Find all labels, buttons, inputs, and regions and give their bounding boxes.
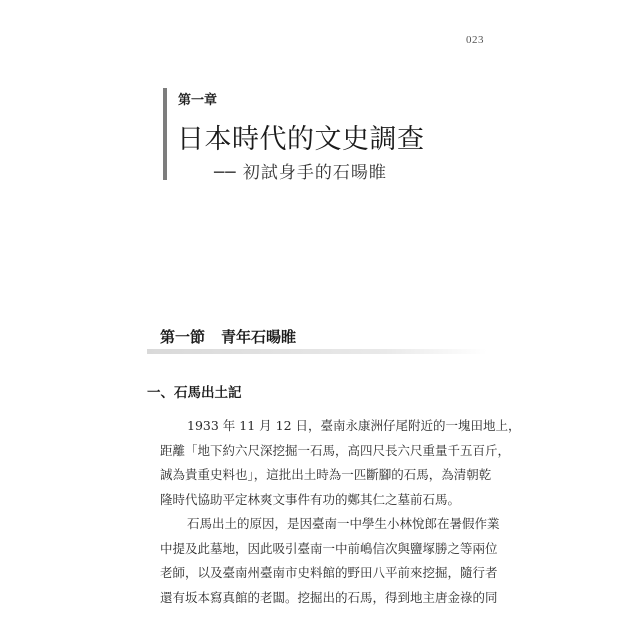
body-line: 老師，以及臺南州臺南市史料館的野田八平前來挖掘，隨行者 [160,565,498,580]
chapter-title: 日本時代的文史調查 [177,124,425,155]
section-name: 青年石暘睢 [221,328,297,346]
body-line: 隆時代協助平定林爽文事件有功的鄭其仁之墓前石馬。 [160,491,461,507]
chapter-label: 第一章 [178,93,218,108]
body-line: 中提及此墓地，因此吸引臺南一中前嶋信次與鹽塚勝之等兩位 [160,540,498,556]
section-underline [147,349,487,354]
body-line: 1933 年 11 月 12 日，臺南永康洲仔尾附近的一塊田地上， [187,418,521,433]
body-line: 距離「地下約六尺深挖掘一石馬，高四尺長六尺重量千五百斤， [160,442,511,458]
body-text [160,414,521,610]
body-line: 誠為貴重史料也」，這批出土時為一匹斷腳的石馬，為清朝乾 [160,467,492,482]
section-number: 第一節 [160,328,206,346]
subsection-title: 一、石馬出土記 [147,385,242,401]
section-heading [147,318,487,354]
body-line: 還有坂本寫真館的老闆。挖掘出的石馬，得到地主唐金祿的同 [160,589,498,605]
chapter-subtitle: ── 初試身手的石暘睢 [214,163,387,183]
chapter-accent-bar [163,88,167,180]
page-number: 023 [466,34,484,46]
body-line: 石馬出土的原因，是因臺南一中學生小林悅郎在暑假作業 [187,516,500,531]
section-title [160,326,296,347]
